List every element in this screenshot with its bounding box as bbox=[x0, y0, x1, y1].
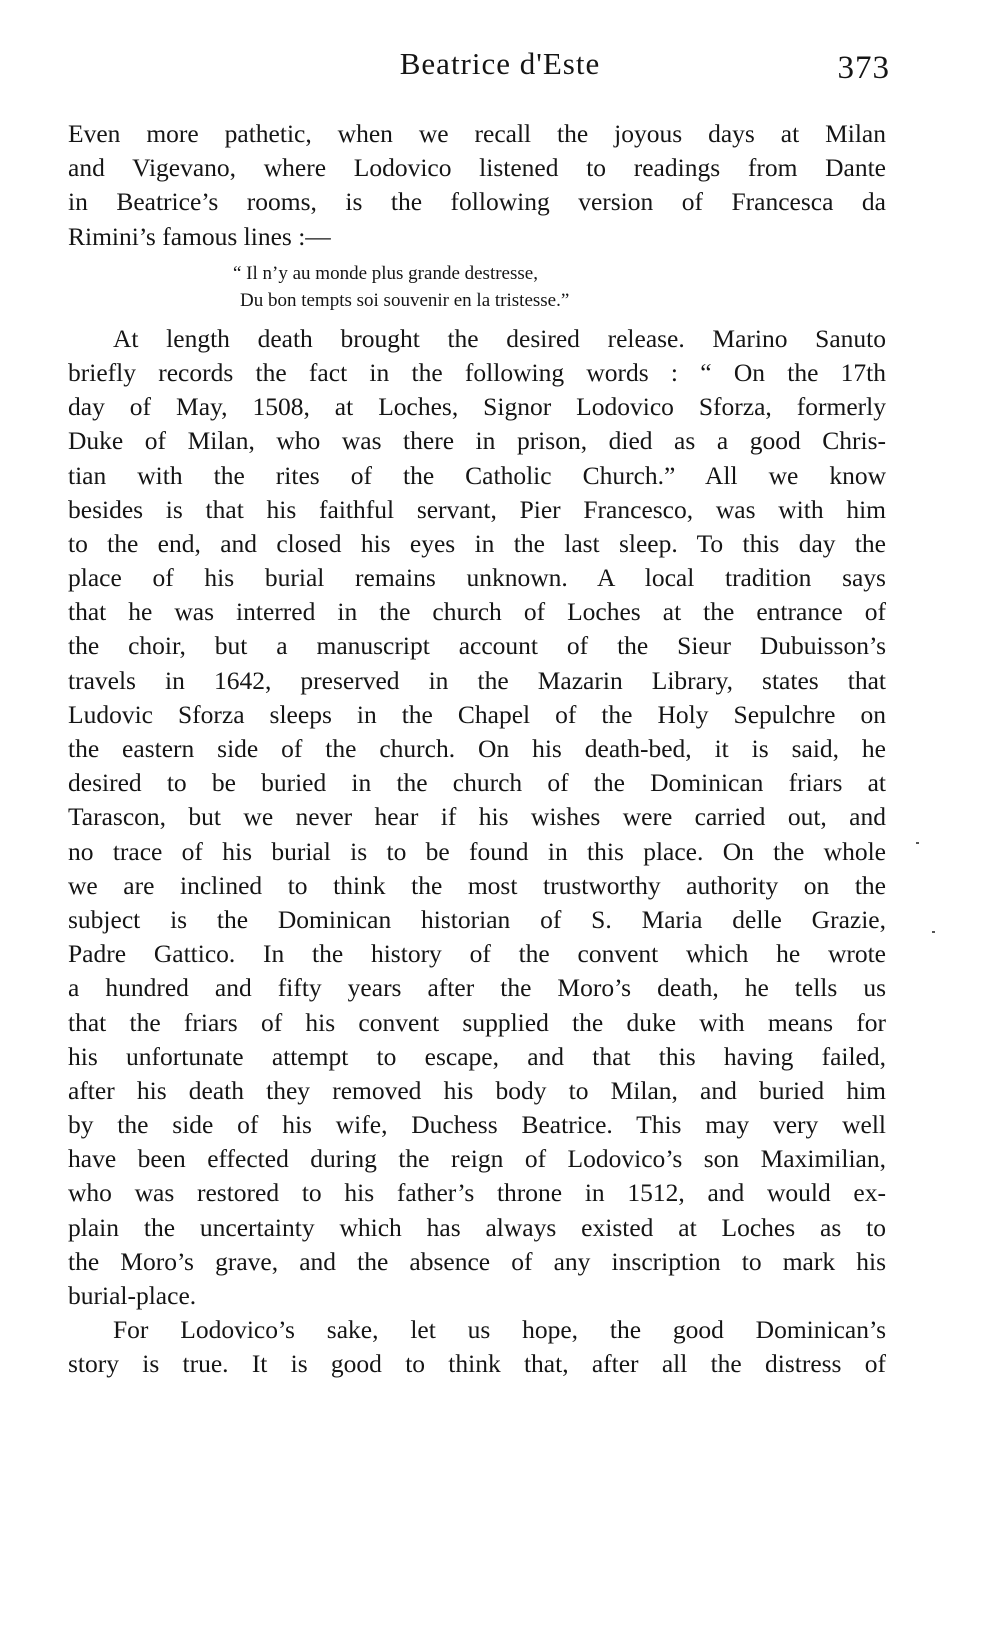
text-line: story is true. It is good to think that, after all the distress of bbox=[68, 1349, 886, 1379]
text-line: Padre Gattico. In the history of the convent which he wrote bbox=[68, 939, 886, 969]
text-line: travels in 1642, preserved in the Mazarin Library, states that bbox=[68, 665, 886, 695]
text-line: At length death brought the desired release. Marino Sanuto bbox=[113, 323, 886, 353]
paragraph-1 bbox=[68, 117, 886, 254]
text-line: that the friars of his convent supplied the duke with means for bbox=[68, 1007, 886, 1037]
text-line: For Lodovico’s sake, let us hope, the good Dominican’s bbox=[113, 1315, 886, 1345]
text-line: a hundred and fifty years after the Moro’s death, he tells us bbox=[68, 973, 886, 1003]
text-line: burial-place. bbox=[68, 1281, 197, 1310]
text-line: the Moro’s grave, and the absence of any inscription to mark his bbox=[68, 1246, 886, 1276]
text-line: the choir, but a manuscript account of the Sieur Dubuisson’s bbox=[68, 631, 886, 661]
text-line: Tarascon, but we never hear if his wishes were carried out, and bbox=[68, 802, 886, 832]
text-line: Rimini’s famous lines :— bbox=[68, 221, 331, 251]
paragraph-2 bbox=[68, 322, 886, 1313]
text-line: briefly records the fact in the following words : “ On the 17th bbox=[68, 357, 886, 387]
text-line: his unfortunate attempt to escape, and that this having failed, bbox=[68, 1041, 886, 1071]
text-line: we are inclined to think the most trustworthy authority on the bbox=[68, 870, 886, 900]
page-number: 373 bbox=[837, 50, 890, 86]
text-line: besides is that his faithful servant, Pier Francesco, was with him bbox=[68, 494, 886, 524]
text-line: place of his burial remains unknown. A local tradition says bbox=[68, 563, 886, 593]
text-line: and Vigevano, where Lodovico listened to readings from Dante bbox=[68, 153, 886, 183]
text-line: tian with the rites of the Catholic Church.” All we know bbox=[68, 460, 886, 490]
paragraph-3 bbox=[68, 1313, 886, 1381]
running-head-title: Beatrice d'Este bbox=[399, 46, 601, 81]
text-line: no trace of his burial is to be found in this place. On the whole bbox=[68, 836, 886, 866]
text-line: by the side of his wife, Duchess Beatrice. This may very well bbox=[68, 1110, 886, 1140]
running-head bbox=[0, 44, 1000, 94]
text-line: to the end, and closed his eyes in the last sleep. To this day the bbox=[68, 528, 886, 558]
text-line: plain the uncertainty which has always existed at Loches as to bbox=[68, 1212, 886, 1242]
text-line: have been effected during the reign of Lodovico’s son Maximilian, bbox=[68, 1144, 886, 1174]
text-line: the eastern side of the church. On his death-bed, it is said, he bbox=[68, 734, 886, 763]
body-text bbox=[68, 117, 886, 1382]
text-line: day of May, 1508, at Loches, Signor Lodovico Sforza, formerly bbox=[68, 392, 886, 422]
text-line: in Beatrice’s rooms, is the following version of Francesca da bbox=[68, 187, 886, 217]
text-line: desired to be buried in the church of the Dominican friars at bbox=[68, 768, 886, 798]
text-line: Duke of Milan, who was there in prison, died as a good Chris- bbox=[68, 426, 886, 456]
text-line: that he was interred in the church of Loches at the entrance of bbox=[68, 597, 886, 627]
print-speck bbox=[916, 842, 919, 844]
block-quote bbox=[68, 260, 886, 314]
quote-line: “ Il n’y au monde plus grande destresse, bbox=[233, 262, 538, 284]
text-line: after his death they removed his body to Milan, and buried him bbox=[68, 1075, 886, 1105]
text-line: who was restored to his father’s throne in 1512, and would ex- bbox=[68, 1178, 886, 1208]
text-line: Ludovic Sforza sleeps in the Chapel of the Holy Sepulchre on bbox=[68, 699, 886, 729]
print-speck bbox=[932, 931, 935, 933]
quote-line: Du bon tempts soi souvenir en la tristesse.” bbox=[240, 289, 570, 311]
text-line: Even more pathetic, when we recall the joyous days at Milan bbox=[68, 119, 886, 148]
text-line: subject is the Dominican historian of S. Maria delle Grazie, bbox=[68, 904, 886, 934]
